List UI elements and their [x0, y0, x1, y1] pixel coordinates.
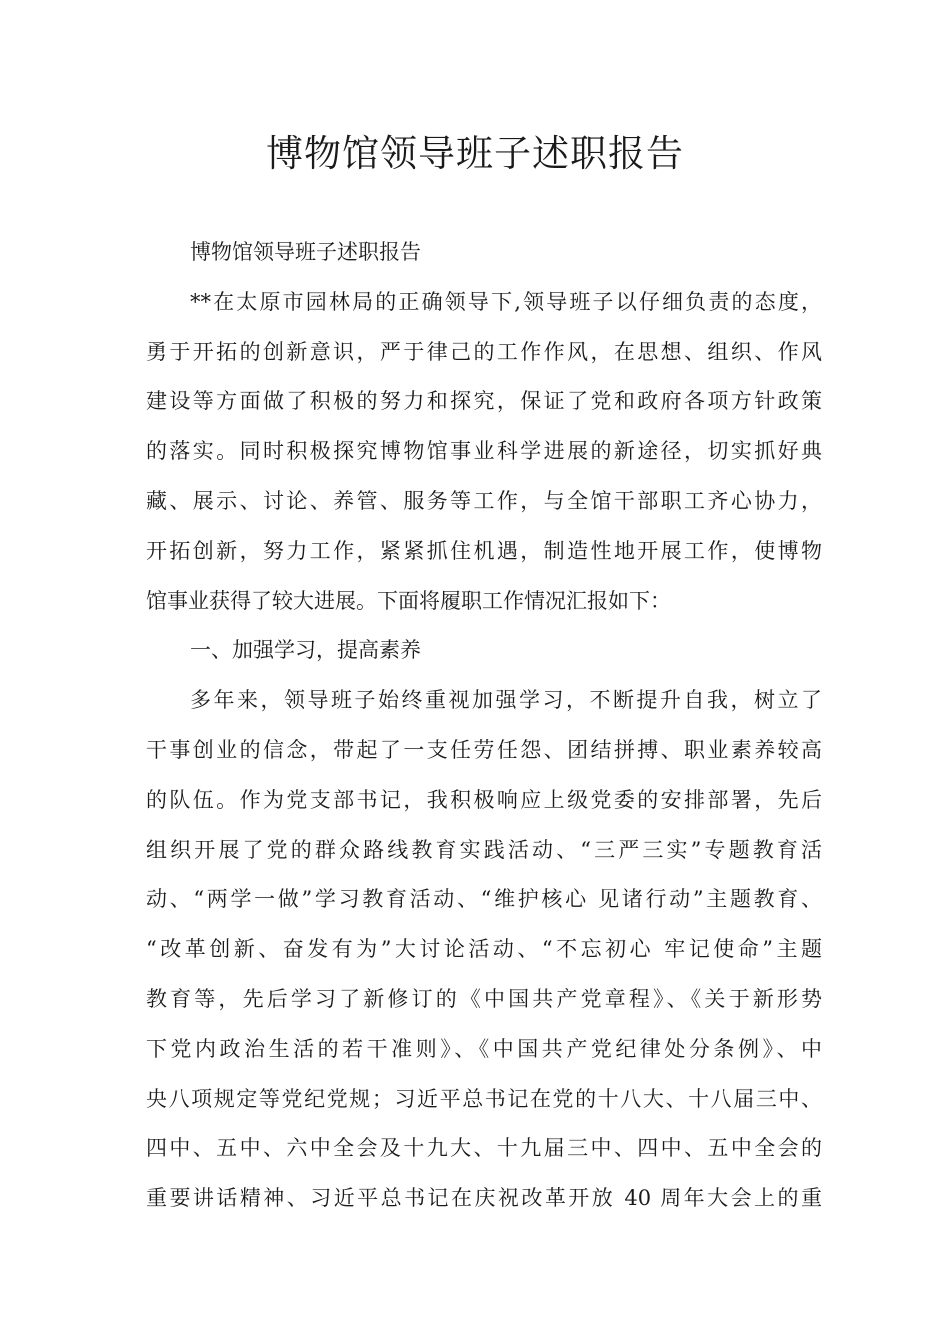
paragraph-line: 多年来，领导班子始终重视加强学习，不断提升自我，树立了: [190, 688, 822, 713]
paragraph-line: 教育等，先后学习了新修订的《中国共产党章程》、《关于新形势: [146, 986, 822, 1011]
paragraph-line: 组织开展了党的群众路线教育实践活动、“三严三实”专题教育活: [146, 837, 822, 862]
paragraph-line: 的落实。同时积极探究博物馆事业科学进展的新途径，切实抓好典: [146, 439, 822, 464]
paragraph-line: 藏、展示、讨论、养管、服务等工作，与全馆干部职工齐心协力，: [146, 488, 822, 513]
subtitle-line: 博物馆领导班子述职报告: [190, 240, 421, 264]
paragraph-line: 动、“两学一做”学习教育活动、“维护核心 见诸行动”主题教育、: [146, 887, 822, 912]
paragraph-line: 的队伍。作为党支部书记，我积极响应上级党委的安排部署，先后: [146, 787, 822, 812]
paragraph-line: 干事创业的信念，带起了一支任劳任怨、团结拼搏、职业素养较高: [146, 737, 822, 762]
paragraph-line: 下党内政治生活的若干准则》、《中国共产党纪律处分条例》、中: [146, 1036, 822, 1061]
paragraph-line: 馆事业获得了较大进展。下面将履职工作情况汇报如下：: [146, 588, 671, 613]
paragraph-line: “改革创新、奋发有为”大讨论活动、“不忘初心 牢记使命”主题: [146, 937, 822, 962]
section-heading: 一、加强学习，提高素养: [190, 638, 421, 663]
paragraph-line: 四中、五中、六中全会及十九大、十九届三中、四中、五中全会的: [146, 1136, 822, 1161]
document-title: 博物馆领导班子述职报告: [266, 132, 684, 175]
paragraph-line: 开拓创新，努力工作，紧紧抓住机遇，制造性地开展工作，使博物: [146, 538, 822, 563]
paragraph-line: 勇于开拓的创新意识，严于律己的工作作风，在思想、组织、作风: [146, 339, 822, 364]
document-body: [146, 228, 822, 1224]
paragraph-line: 建设等方面做了积极的努力和探究，保证了党和政府各项方针政策: [146, 389, 822, 414]
paragraph-line: **在太原市园林局的正确领导下,领导班子以仔细负责的态度，: [190, 289, 822, 314]
paragraph-line: 央八项规定等党纪党规；习近平总书记在党的十八大、十八届三中、: [146, 1086, 822, 1111]
paragraph-line: 重要讲话精神、习近平总书记在庆祝改革开放 40 周年大会上的重: [146, 1186, 822, 1211]
